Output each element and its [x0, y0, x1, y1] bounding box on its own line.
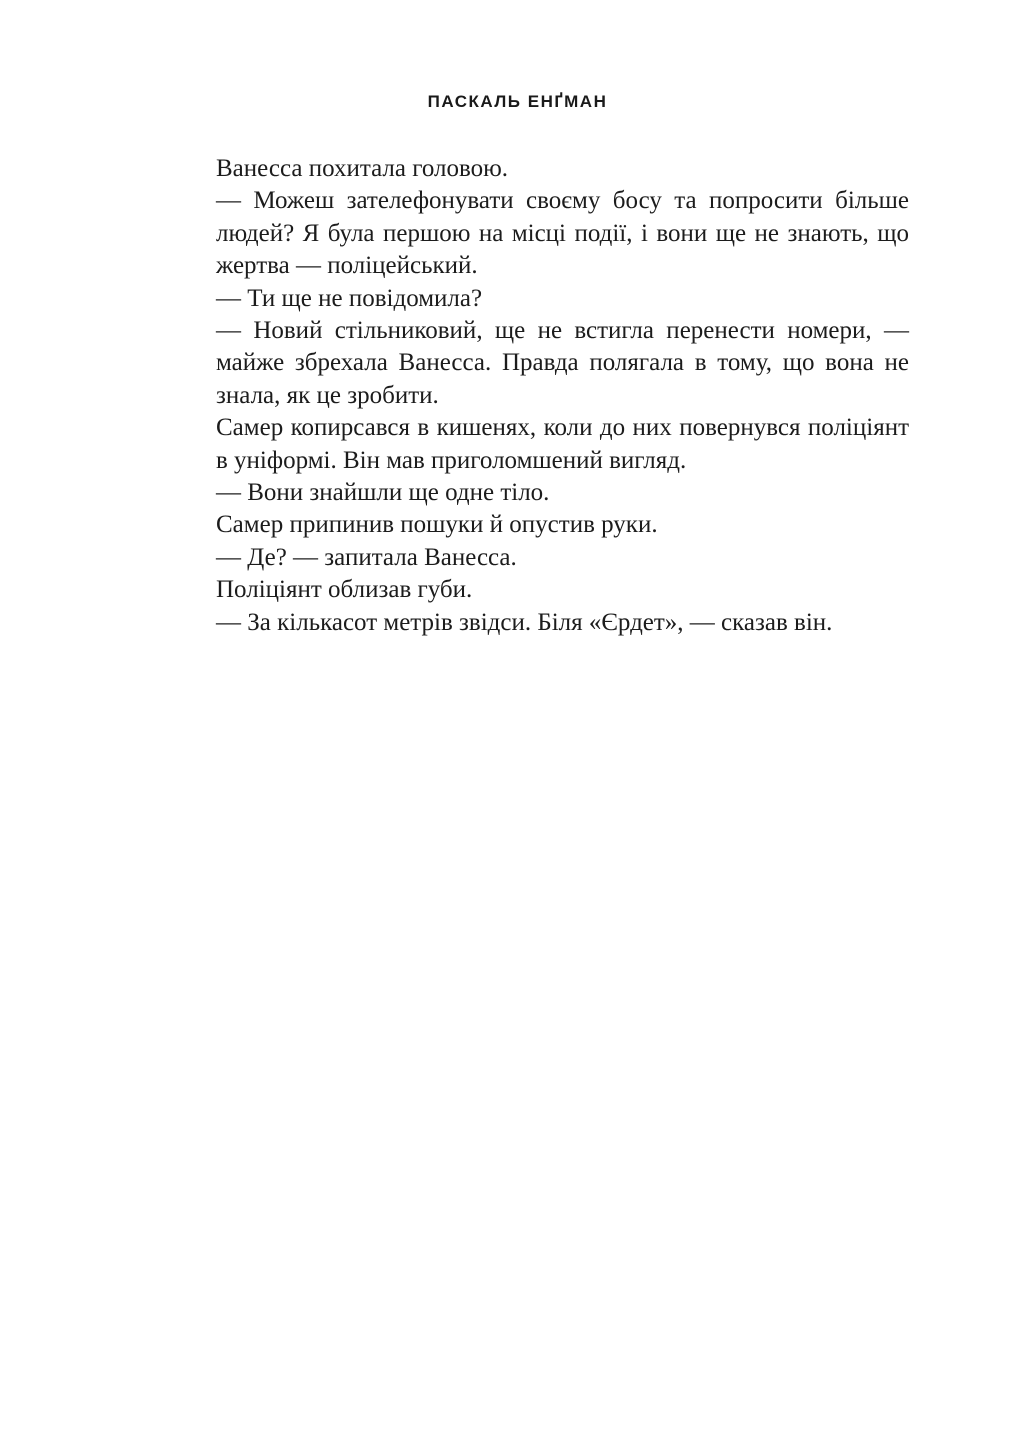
paragraph: — За кількасот метрів звідси. Біля «Єрдет», — сказав він.	[216, 608, 833, 636]
paragraph: — Новий стільниковий, ще не встигла перенести номери, — майже збрехала Ванесса. Правда полягала в тому, що вона не знала, як це зробити.	[216, 317, 909, 409]
paragraph: — Ти ще не повідомила?	[216, 284, 483, 312]
running-header-author: ПАСКАЛЬ ЕНҐМАН	[427, 92, 608, 111]
paragraph: — Можеш зателефонувати своєму босу та попросити більше людей? Я була першою на місці події, і вони ще не знають, що жертва — поліцейський.	[216, 187, 909, 280]
body-text	[216, 153, 909, 639]
paragraph: — Вони знайшли ще одне тіло.	[216, 479, 550, 507]
paragraph: — Де? — запитала Ванесса.	[216, 543, 517, 571]
paragraph: Самер копирсався в кишенях, коли до них повернувся поліціянт в уніформі. Він мав приголомшений вигляд.	[216, 414, 909, 474]
paragraph: Поліціянт облизав губи.	[216, 576, 473, 604]
paragraph: Самер припинив пошуки й опустив руки.	[216, 511, 658, 539]
paragraph: Ванесса похитала головою.	[216, 155, 509, 182]
